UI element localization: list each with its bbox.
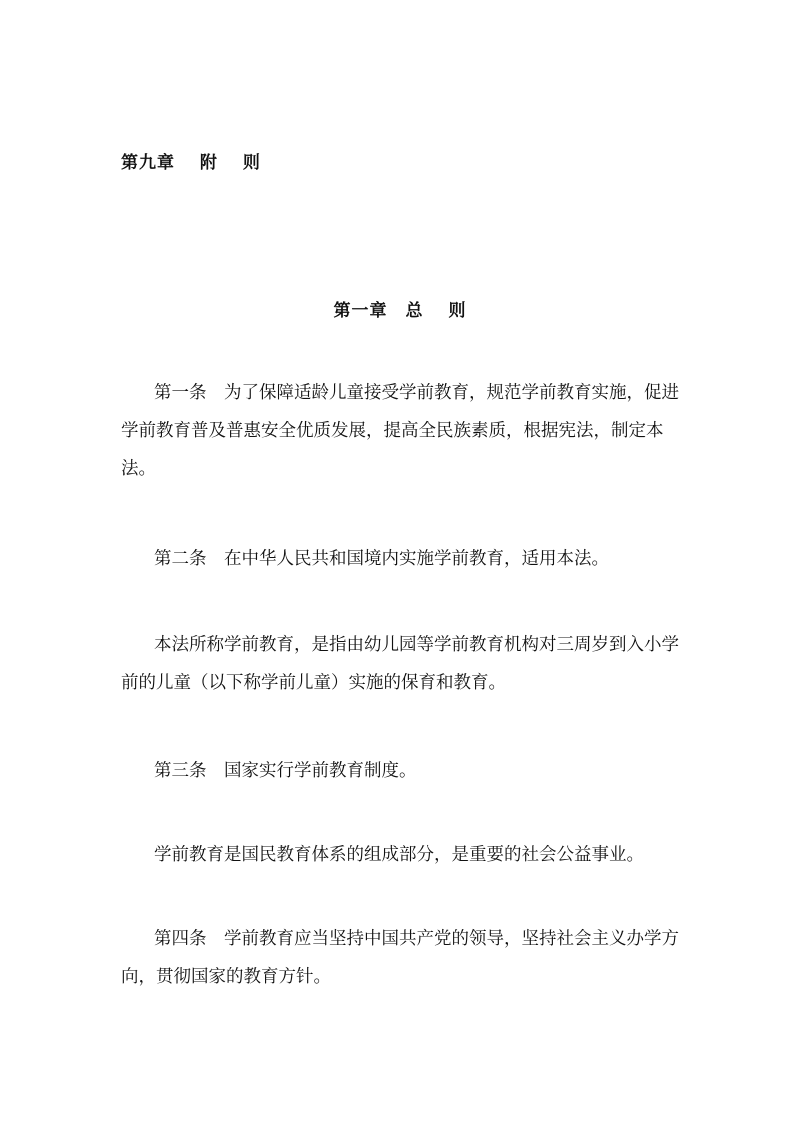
article-paragraph: 第四条 学前教育应当坚持中国共产党的领导，坚持社会主义办学方向，贯彻国家的教育方针。 xyxy=(121,929,679,987)
article-paragraph: 第三条 国家实行学前教育制度。 xyxy=(154,761,417,781)
toc-chapter-label: 第九章 xyxy=(121,153,175,173)
article-paragraph: 学前教育是国民教育体系的组成部分，是重要的社会公益事业。 xyxy=(154,845,644,865)
article-paragraph: 第二条 在中华人民共和国境内实施学前教育，适用本法。 xyxy=(154,549,609,569)
chapter-name: 总 则 xyxy=(405,301,467,321)
toc-entry-chapter-nine xyxy=(121,148,261,173)
chapter-label: 第一章 xyxy=(333,301,388,321)
toc-chapter-name: 附 则 xyxy=(199,153,261,173)
article-paragraph: 第一条 为了保障适龄儿童接受学前教育，规范学前教育实施，促进学前教育普及普惠安全优质发展，提高全民族素质，根据宪法，制定本法。 xyxy=(121,383,679,479)
article-paragraph: 本法所称学前教育，是指由幼儿园等学前教育机构对三周岁到入小学前的儿童（以下称学前儿童）实施的保育和教育。 xyxy=(121,635,679,693)
chapter-heading xyxy=(0,296,800,321)
